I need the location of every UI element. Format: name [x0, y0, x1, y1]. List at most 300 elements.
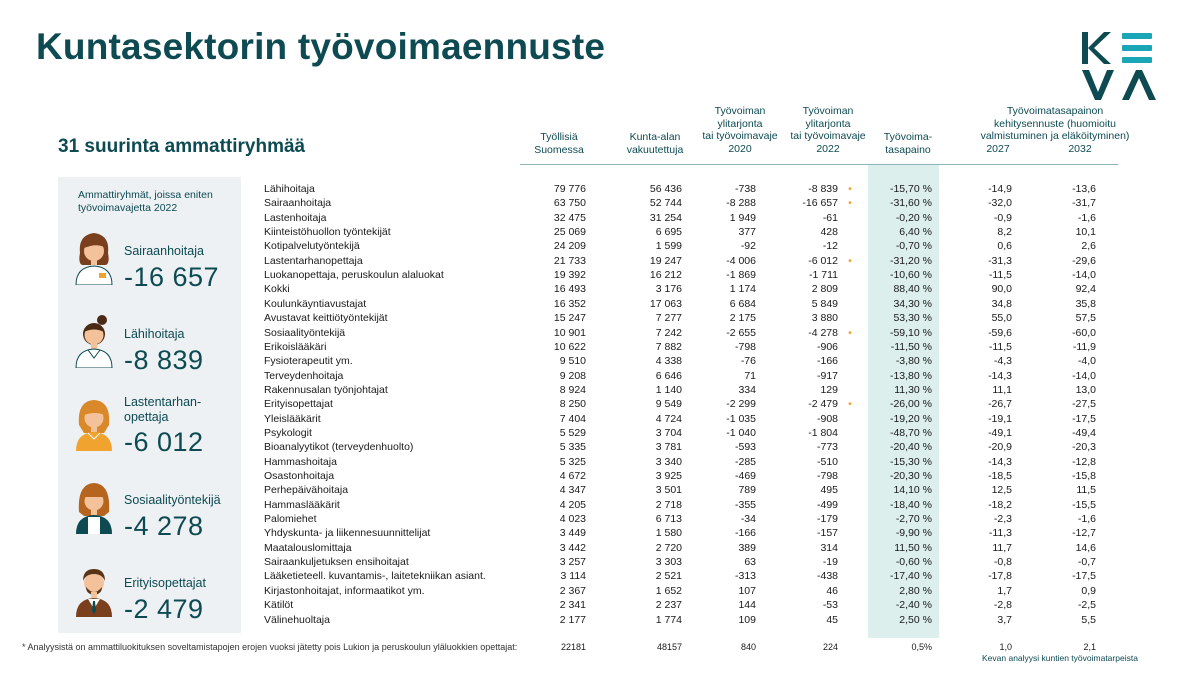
surplus-2022: -2 479: [808, 398, 838, 411]
surplus-2020: 1 174: [729, 283, 756, 296]
source-note: Kevan analyysi kuntien työvoimatarpeista: [982, 653, 1138, 663]
header-forecast-2032: 2032: [1068, 143, 1092, 155]
table-row: [0, 598, 1200, 612]
workforce-balance: -48,70 %: [889, 426, 932, 439]
footnote: * Analyysistä on ammattiluokituksen soveltamistapojen erojen vuoksi jätetty pois Lukion ja peruskoulun yläluokkien opettajat:: [22, 642, 518, 652]
surplus-2022: -908: [816, 412, 838, 425]
table-row: [0, 412, 1200, 426]
employed-count: 2 367: [559, 584, 586, 597]
workforce-balance: -9,90 %: [895, 527, 932, 540]
insured-count: 2 720: [655, 541, 682, 554]
forecast-2027: -18,2: [988, 498, 1012, 511]
forecast-2032: -29,6: [1072, 254, 1096, 267]
forecast-2032: -60,0: [1072, 326, 1096, 339]
surplus-2022: -166: [816, 355, 838, 368]
surplus-2022: -6 012: [808, 254, 838, 267]
employed-count: 5 325: [559, 455, 586, 468]
table-row: [0, 369, 1200, 383]
insured-count: 16 212: [649, 269, 682, 282]
forecast-2027: -14,3: [988, 369, 1012, 382]
workforce-balance: -3,80 %: [895, 355, 932, 368]
occupation-name: Sairaanhoitaja: [264, 197, 332, 210]
surplus-2022: -157: [816, 527, 838, 540]
employed-count: 8 250: [559, 398, 586, 411]
occupation-name: Terveydenhoitaja: [264, 369, 344, 382]
insured-count: 4 338: [655, 355, 682, 368]
employed-count: 2 177: [559, 613, 586, 626]
insured-count: 3 925: [655, 470, 682, 482]
forecast-2027: -20,9: [988, 441, 1012, 454]
occupation-name: Hammashoitaja: [264, 455, 337, 468]
insured-count: 9 549: [655, 398, 682, 411]
workforce-balance: -20,40 %: [889, 441, 932, 454]
surplus-2020: -2 655: [726, 326, 756, 339]
surplus-2022: -61: [822, 211, 838, 224]
surplus-2020: -166: [734, 527, 756, 540]
surplus-2022: -510: [816, 455, 838, 468]
workforce-balance: -0,70 %: [895, 240, 932, 253]
surplus-2020: -738: [734, 183, 756, 195]
surplus-2020: -4 006: [726, 254, 756, 267]
employed-count: 10 901: [553, 326, 586, 339]
insured-count: 6 695: [655, 226, 682, 239]
occupation-name: Maatalouslomittaja: [264, 541, 352, 554]
highlight-name: Lähihoitaja: [124, 327, 185, 341]
table-row: [0, 354, 1200, 368]
highlight-name: Sosiaalityöntekijä: [124, 493, 221, 507]
table-row: [0, 455, 1200, 469]
table-row: [0, 526, 1200, 540]
employed-count: 5 529: [559, 426, 586, 439]
forecast-2027: 1,7: [997, 584, 1012, 597]
employed-count: 21 733: [553, 254, 586, 267]
workforce-balance: 11,30 %: [894, 383, 932, 396]
table-row: [0, 397, 1200, 411]
occupation-name: Psykologit: [264, 426, 312, 439]
surplus-2022: -773: [816, 441, 838, 454]
occupation-name: Osastonhoitaja: [264, 470, 335, 482]
employed-count: 9 510: [559, 355, 586, 368]
surplus-2022: 2 809: [811, 283, 838, 296]
surplus-2020: 109: [738, 613, 756, 626]
surplus-2020: 6 684: [729, 297, 756, 310]
occupation-name: Lastenhoitaja: [264, 211, 327, 224]
forecast-2032: 14,6: [1075, 541, 1096, 554]
insured-count: 2 237: [655, 599, 682, 612]
table-row: [0, 254, 1200, 268]
forecast-2027: 8,2: [997, 226, 1012, 239]
insured-count: 3 176: [655, 283, 682, 296]
table-row: [0, 426, 1200, 440]
insured-count: 3 340: [655, 455, 682, 468]
table-row: [0, 613, 1200, 627]
surplus-2020: 377: [738, 226, 756, 239]
section-subtitle: 31 suurinta ammattiryhmää: [58, 136, 306, 157]
insured-count: 6 646: [655, 369, 682, 382]
surplus-2022: -798: [816, 470, 838, 482]
surplus-2020: 1 949: [729, 211, 756, 224]
forecast-2032: -31,7: [1072, 197, 1096, 210]
employed-count: 3 442: [559, 541, 586, 554]
header-forecast-2027: 2027: [986, 143, 1010, 155]
surplus-2022: -499: [816, 498, 838, 511]
total-forecast-2027: 1,0: [999, 642, 1012, 652]
workforce-balance: -20,30 %: [889, 470, 932, 482]
header-forecast: Työvoimatasapainon kehitysennuste (huomioitu valmistuminen ja eläköityminen): [980, 105, 1130, 143]
occupation-name: Kirjastonhoitajat, informaatikot ym.: [264, 584, 425, 597]
insured-count: 6 713: [655, 513, 682, 526]
insured-count: 19 247: [649, 254, 682, 267]
occupation-name: Kätilöt: [264, 599, 294, 612]
occupation-name: Lähihoitaja: [264, 183, 315, 195]
surplus-2022: -12: [822, 240, 838, 253]
forecast-2027: -11,5: [988, 340, 1012, 353]
employed-count: 15 247: [553, 312, 586, 325]
occupation-name: Erikoislääkäri: [264, 340, 327, 353]
occupation-name: Kiinteistöhuollon työntekijät: [264, 226, 391, 239]
occupation-name: Yleislääkärit: [264, 412, 321, 425]
insured-count: 3 303: [655, 556, 682, 569]
employed-count: 2 341: [559, 599, 586, 612]
forecast-2027: -31,3: [988, 254, 1012, 267]
surplus-2022: 5 849: [811, 297, 838, 310]
workforce-balance: -18,40 %: [889, 498, 932, 511]
surplus-2022: -917: [816, 369, 838, 382]
surplus-2022: -4 278: [808, 326, 838, 339]
insured-count: 1 580: [655, 527, 682, 540]
forecast-2027: -17,8: [988, 570, 1012, 583]
occupation-name: Lastentarhanopettaja: [264, 254, 363, 267]
table-row: [0, 297, 1200, 311]
workforce-balance: -10,60 %: [889, 269, 932, 282]
employed-count: 16 352: [553, 297, 586, 310]
table-row: [0, 440, 1200, 454]
forecast-2032: 92,4: [1075, 283, 1096, 296]
highlight-name: Sairaanhoitaja: [124, 244, 204, 258]
occupation-name: Erityisopettajat: [264, 398, 333, 411]
employed-count: 16 493: [553, 283, 586, 296]
total-employed: 22181: [560, 642, 586, 652]
surplus-2022: 314: [820, 541, 838, 554]
surplus-2022: 46: [826, 584, 838, 597]
forecast-2032: 5,5: [1081, 613, 1096, 626]
forecast-2027: -0,9: [993, 211, 1012, 224]
employed-count: 10 622: [553, 340, 586, 353]
workforce-balance: 2,50 %: [899, 613, 932, 626]
employed-count: 4 023: [559, 513, 586, 526]
forecast-2027: -14,3: [988, 455, 1012, 468]
surplus-2022: -8 839: [808, 183, 838, 195]
insured-count: 7 277: [655, 312, 682, 325]
forecast-2032: 0,9: [1081, 584, 1096, 597]
table-row: [0, 383, 1200, 397]
surplus-2020: -285: [734, 455, 756, 468]
insured-count: 31 254: [649, 211, 682, 224]
workforce-balance: -11,50 %: [890, 340, 932, 353]
occupation-name: Lääketieteell. kuvantamis-, laitetekniikan asiant.: [264, 570, 486, 583]
forecast-2032: -14,0: [1072, 369, 1096, 382]
forecast-2032: -20,3: [1072, 441, 1096, 454]
occupation-name: Rakennusalan työnjohtajat: [264, 383, 388, 396]
forecast-2032: -27,5: [1072, 398, 1096, 411]
surplus-2020: 63: [744, 556, 756, 569]
forecast-2027: 90,0: [991, 283, 1012, 296]
forecast-2027: -19,1: [988, 412, 1012, 425]
surplus-2020: 2 175: [729, 312, 756, 325]
total-balance: 0,5%: [911, 642, 932, 652]
forecast-2032: -17,5: [1072, 412, 1096, 425]
surplus-2020: 144: [738, 599, 756, 612]
surplus-2020: -92: [740, 240, 756, 253]
forecast-2027: -14,9: [988, 183, 1012, 195]
occupation-name: Fysioterapeutit ym.: [264, 355, 353, 368]
surplus-2022: -19: [822, 556, 838, 569]
occupation-name: Sosiaalityöntekijä: [264, 326, 346, 339]
forecast-2032: -15,5: [1072, 498, 1096, 511]
highlight-name: Erityisopettajat: [124, 576, 206, 590]
forecast-2027: -4,3: [993, 355, 1012, 368]
forecast-2027: 55,0: [991, 312, 1012, 325]
workforce-balance: -2,40 %: [895, 599, 932, 612]
employed-count: 19 392: [553, 269, 586, 282]
surplus-2020: 71: [744, 369, 756, 382]
table-row: [0, 512, 1200, 526]
forecast-2032: 2,6: [1081, 240, 1096, 253]
surplus-2022: -179: [816, 513, 838, 526]
employed-count: 3 114: [560, 570, 586, 583]
table-row: [0, 569, 1200, 583]
forecast-2027: -32,0: [988, 197, 1012, 210]
forecast-2032: -49,4: [1072, 426, 1096, 439]
forecast-2032: -14,0: [1072, 269, 1096, 282]
forecast-2032: 57,5: [1075, 312, 1096, 325]
sidebar-heading: Ammattiryhmät, joissa eniten työvoimavajetta 2022: [78, 189, 213, 214]
surplus-2020: -8 288: [726, 197, 756, 210]
employed-count: 4 347: [559, 484, 586, 497]
forecast-2027: 12,5: [991, 484, 1012, 497]
employed-count: 79 776: [553, 183, 586, 195]
workforce-balance: -2,70 %: [895, 513, 932, 526]
forecast-2027: -2,8: [993, 599, 1012, 612]
forecast-2027: -59,6: [988, 326, 1012, 339]
table-row: [0, 541, 1200, 555]
table-row: [0, 211, 1200, 225]
surplus-2022: 45: [826, 613, 838, 626]
highlight-value: -6 012: [124, 427, 204, 457]
surplus-2020: -1 035: [726, 412, 756, 425]
employed-count: 63 750: [553, 197, 586, 210]
table-row: [0, 282, 1200, 296]
employed-count: 9 208: [559, 369, 586, 382]
insured-count: 1 652: [655, 584, 682, 597]
workforce-balance: -31,20 %: [889, 254, 932, 267]
surplus-2022: -906: [816, 340, 838, 353]
occupation-name: Bioanalyytikot (terveydenhuolto): [264, 441, 414, 454]
surplus-2020: 789: [738, 484, 756, 497]
forecast-2032: 35,8: [1075, 297, 1096, 310]
highlight-value: -16 657: [124, 262, 220, 292]
surplus-2020: -76: [740, 355, 756, 368]
employed-count: 5 335: [559, 441, 586, 454]
header-insured: Kunta-alan vakuutettuja: [626, 131, 684, 156]
table-row: [0, 555, 1200, 569]
surplus-2020: -1 869: [726, 269, 756, 282]
insured-count: 3 501: [655, 484, 682, 497]
forecast-2027: 11,7: [992, 541, 1012, 554]
occupation-name: Luokanopettaja, peruskoulun alaluokat: [264, 269, 444, 282]
total-insured: 48157: [656, 642, 682, 652]
forecast-2027: -2,3: [993, 513, 1012, 526]
occupation-name: Avustavat keittiötyöntekijät: [264, 312, 388, 325]
table-row: [0, 182, 1200, 196]
highlight-value: -4 278: [124, 511, 204, 541]
table-row: [0, 326, 1200, 340]
table-row: [0, 239, 1200, 253]
table-row: [0, 483, 1200, 497]
insured-count: 7 882: [655, 340, 682, 353]
total-surplus-2022: 224: [822, 642, 838, 652]
header-balance: Työvoima- tasapaino: [883, 131, 933, 156]
workforce-balance: 2,80 %: [899, 584, 932, 597]
header-surplus-2020: Työvoiman ylitarjonta tai työvoimavaje 2020: [702, 105, 778, 155]
surplus-2020: 107: [738, 584, 756, 597]
employed-count: 3 257: [559, 556, 586, 569]
occupation-name: Koulunkäyntiavustajat: [264, 297, 367, 310]
table-row: [0, 225, 1200, 239]
occupation-name: Yhdyskunta- ja liikennesuunnittelijat: [264, 527, 431, 540]
workforce-balance: -0,60 %: [895, 556, 932, 569]
table-row: [0, 268, 1200, 282]
insured-count: 2 521: [655, 570, 682, 583]
forecast-2027: -26,7: [988, 398, 1012, 411]
table-row: [0, 469, 1200, 483]
forecast-2032: -1,6: [1077, 513, 1096, 526]
surplus-2020: -1 040: [726, 426, 756, 439]
total-forecast-2032: 2,1: [1083, 642, 1096, 652]
shortage-marker-icon: •: [848, 254, 852, 267]
surplus-2020: -798: [734, 340, 756, 353]
employed-count: 8 924: [559, 383, 586, 396]
forecast-2032: -12,8: [1072, 455, 1096, 468]
forecast-2027: 34,8: [991, 297, 1012, 310]
forecast-2032: -2,5: [1077, 599, 1096, 612]
workforce-balance: -0,20 %: [895, 211, 932, 224]
workforce-balance: 88,40 %: [893, 283, 932, 296]
header-divider: [520, 164, 1118, 165]
shortage-marker-icon: •: [848, 326, 852, 339]
surplus-2020: -593: [734, 441, 756, 454]
occupation-name: Palomiehet: [264, 513, 317, 526]
forecast-2027: -18,5: [988, 470, 1012, 482]
table-row: [0, 584, 1200, 598]
surplus-2020: -355: [734, 498, 756, 511]
surplus-2020: 389: [738, 541, 756, 554]
surplus-2022: 129: [820, 383, 838, 396]
workforce-balance: 6,40 %: [899, 226, 932, 239]
table-row: [0, 196, 1200, 210]
employed-count: 4 672: [559, 470, 586, 482]
forecast-2027: -11,3: [988, 527, 1012, 540]
employed-count: 7 404: [559, 412, 586, 425]
forecast-2027: 3,7: [997, 613, 1012, 626]
forecast-2032: -13,6: [1072, 183, 1096, 195]
forecast-2027: -49,1: [988, 426, 1012, 439]
table-row: [0, 311, 1200, 325]
surplus-2022: -16 657: [802, 197, 838, 210]
workforce-balance: -59,10 %: [889, 326, 932, 339]
employed-count: 24 209: [553, 240, 586, 253]
forecast-2032: -17,5: [1072, 570, 1096, 583]
table-row: [0, 340, 1200, 354]
surplus-2020: -34: [740, 513, 756, 526]
forecast-2032: -0,7: [1077, 556, 1096, 569]
insured-count: 2 718: [655, 498, 682, 511]
insured-count: 1 599: [655, 240, 682, 253]
occupation-name: Sairaankuljetuksen ensihoitajat: [264, 556, 409, 569]
insured-count: 3 781: [655, 441, 682, 454]
workforce-balance: -13,80 %: [889, 369, 932, 382]
insured-count: 52 744: [649, 197, 682, 210]
occupation-name: Välinehuoltaja: [264, 613, 330, 626]
workforce-balance: 53,30 %: [893, 312, 932, 325]
insured-count: 17 063: [649, 297, 682, 310]
surplus-2022: -53: [822, 599, 838, 612]
forecast-2027: -0,8: [993, 556, 1012, 569]
employed-count: 3 449: [559, 527, 586, 540]
insured-count: 4 724: [655, 412, 682, 425]
forecast-2032: 13,0: [1075, 383, 1096, 396]
shortage-marker-icon: •: [848, 183, 852, 195]
employed-count: 25 069: [553, 226, 586, 239]
employed-count: 32 475: [553, 211, 586, 224]
keva-logo-icon: [1080, 30, 1170, 102]
highlight-name: Lastentarhan- opettaja: [124, 395, 202, 424]
occupation-name: Perhepäivähoitaja: [264, 484, 349, 497]
workforce-balance: -26,00 %: [889, 398, 932, 411]
surplus-2020: 334: [738, 383, 756, 396]
shortage-marker-icon: •: [848, 398, 852, 411]
employed-count: 4 205: [559, 498, 586, 511]
forecast-2027: 0,6: [997, 240, 1012, 253]
workforce-balance: 14,10 %: [893, 484, 932, 497]
insured-count: 1 774: [655, 613, 682, 626]
forecast-2032: 11,5: [1076, 484, 1096, 497]
surplus-2022: 495: [820, 484, 838, 497]
header-surplus-2022: Työvoiman ylitarjonta tai työvoimavaje 2022: [790, 105, 866, 155]
forecast-2032: 10,1: [1075, 226, 1096, 239]
occupation-name: Hammaslääkärit: [264, 498, 340, 511]
highlight-value: -8 839: [124, 345, 204, 375]
surplus-2022: -1 711: [809, 269, 838, 282]
surplus-2022: -438: [816, 570, 838, 583]
surplus-2020: -469: [734, 470, 756, 482]
workforce-balance: -31,60 %: [889, 197, 932, 210]
forecast-2032: -11,9: [1072, 340, 1096, 353]
total-surplus-2020: 840: [740, 642, 756, 652]
workforce-balance: -15,70 %: [889, 183, 932, 195]
occupation-name: Kokki: [264, 283, 290, 296]
forecast-2032: -15,8: [1072, 470, 1096, 482]
table-row: [0, 498, 1200, 512]
insured-count: 3 704: [655, 426, 682, 439]
insured-count: 1 140: [655, 383, 682, 396]
shortage-marker-icon: •: [848, 197, 852, 210]
surplus-2020: -313: [734, 570, 756, 583]
forecast-2032: -12,7: [1072, 527, 1096, 540]
forecast-2032: -4,0: [1077, 355, 1096, 368]
header-employed: Työllisiä Suomessa: [534, 131, 584, 156]
highlight-value: -2 479: [124, 594, 204, 624]
